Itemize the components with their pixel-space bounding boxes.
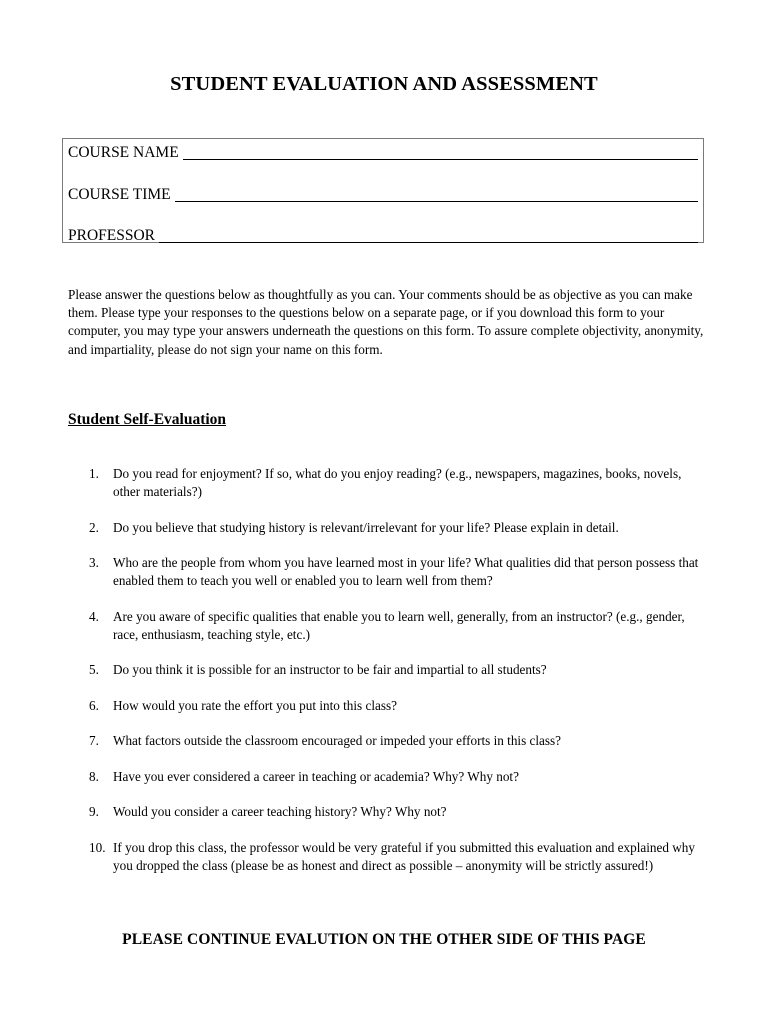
question-item [68, 608, 704, 644]
instructions-paragraph: Please answer the questions below as thoughtfully as you can. Your comments should be as objective as you can make them. Please type your responses to the questions below on a separate page, or if you download this form to your computer, you may type your answers underneath the questions on this form. To assure complete objectivity, anonymity, and impartiality, please do not sign your name on this form. [68, 287, 704, 357]
professor-label: PROFESSOR [68, 227, 156, 244]
question-item [68, 519, 704, 537]
question-text: How would you rate the effort you put into this class? [113, 697, 397, 713]
question-number: 6. [89, 697, 99, 713]
question-text: Do you think it is possible for an instructor to be fair and impartial to all students? [113, 662, 547, 677]
question-item [68, 554, 704, 590]
question-number: 2. [89, 519, 99, 535]
question-number: 1. [89, 466, 99, 481]
course-time-blank[interactable] [175, 201, 698, 202]
question-item [68, 732, 704, 750]
question-number: 3. [89, 555, 99, 570]
question-text: Have you ever considered a career in teaching or academia? Why? Why not? [113, 768, 519, 784]
question-number: 4. [89, 608, 99, 624]
course-name-blank[interactable] [183, 159, 698, 160]
question-number: 8. [89, 768, 99, 784]
question-text: Are you aware of specific qualities that enable you to learn well, generally, from an instructor? (e.g., gender, race, enthusiasm, teaching style, etc.) [113, 608, 685, 642]
question-item [68, 465, 704, 501]
question-item [68, 839, 704, 875]
document-title: STUDENT EVALUATION AND ASSESSMENT [170, 73, 598, 95]
course-time-label: COURSE TIME [68, 186, 171, 203]
question-text: Who are the people from whom you have learned most in your life? What qualities did that person possess that enabled them to teach you well or enabled you to learn well from them? [113, 555, 699, 588]
question-number: 7. [89, 733, 99, 748]
question-text: Do you read for enjoyment? If so, what do you enjoy reading? (e.g., newspapers, magazines, books, novels, other materials?) [113, 466, 682, 499]
professor-blank[interactable] [159, 242, 698, 243]
question-number: 10. [89, 839, 106, 855]
question-item [68, 697, 704, 715]
section-heading: Student Self-Evaluation [68, 411, 227, 428]
question-item [68, 768, 704, 786]
question-number: 5. [89, 662, 99, 677]
professor-row [68, 226, 698, 246]
course-time-row [68, 185, 698, 205]
question-number: 9. [89, 804, 99, 819]
question-item [68, 661, 704, 679]
question-text: What factors outside the classroom encouraged or impeded your efforts in this class? [113, 733, 561, 748]
question-text: Would you consider a career teaching history? Why? Why not? [113, 804, 447, 819]
question-text: Do you believe that studying history is relevant/irrelevant for your life? Please explain in detail. [113, 519, 619, 535]
course-name-row [68, 143, 698, 163]
course-info-box [62, 138, 704, 243]
course-name-label: COURSE NAME [68, 144, 179, 161]
question-item [68, 803, 704, 821]
question-list [68, 465, 704, 892]
question-text: If you drop this class, the professor would be very grateful if you submitted this evaluation and explained why you dropped the class (please be as honest and direct as possible – anonymity will be strictly assured!) [113, 839, 695, 873]
continue-note: PLEASE CONTINUE EVALUTION ON THE OTHER SIDE OF THIS PAGE [122, 931, 646, 948]
